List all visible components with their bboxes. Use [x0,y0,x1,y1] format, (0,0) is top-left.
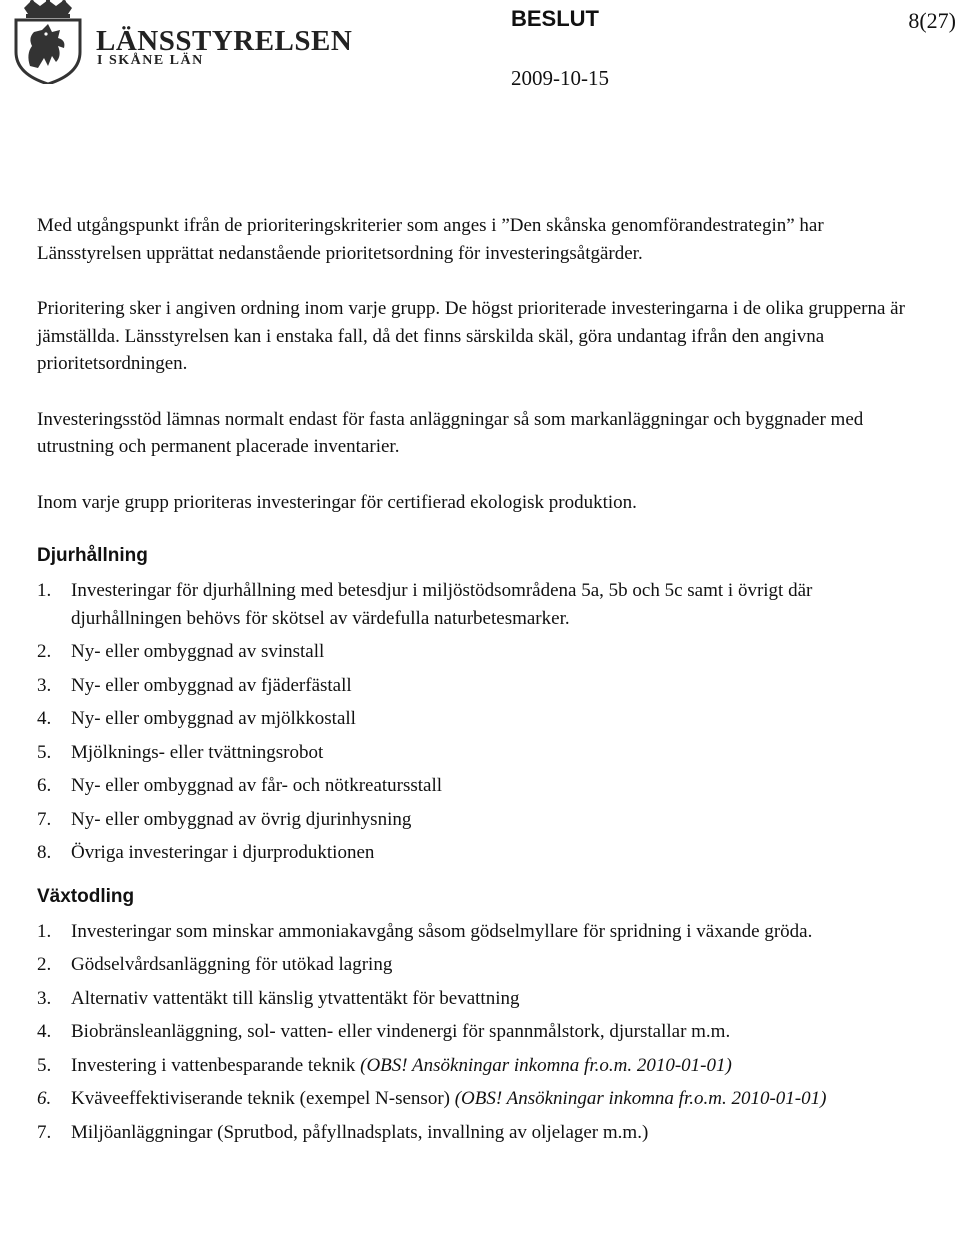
document-body [37,212,917,1152]
org-name: LÄNSSTYRELSEN [96,25,353,57]
list-item-number: 2. [37,641,52,662]
list-item-text: Kväveeffektiviserande teknik (exempel N-sensor) [71,1088,455,1109]
list-item-text: Investering i vattenbesparande teknik [71,1054,361,1076]
list-item-text: Biobränsleanläggning, sol- vatten- eller vindenergi för spannmålstork, djurstallar m.m. [71,1021,731,1042]
list-item [37,839,917,867]
list-item-number: 3. [37,987,52,1009]
list-item [37,951,917,979]
list-item-text: Miljöanläggningar (Sprutbod, påfyllnadsplats, invallning av oljelager m.m.) [71,1121,649,1143]
list-item-note: (OBS! Ansökningar inkomna fr.o.m. 2010-01-01) [360,1054,732,1076]
list-item-text: Mjölknings- eller tvättningsrobot [71,741,324,763]
list-item [37,918,917,946]
list-item [37,672,917,700]
list-item-text: Alternativ vattentäkt till känslig ytvattentäkt för bevattning [71,987,520,1009]
document-date: 2009-10-15 [511,66,609,90]
list-item-number: 6. [37,775,52,796]
list-item [37,705,917,733]
list-item-number: 1. [37,580,52,601]
list-item [37,1085,917,1113]
list-item-number: 4. [37,708,52,729]
list-item-number: 7. [37,1121,52,1143]
page-number: 8(27) [908,8,956,33]
priority-list-vaxtodling [37,918,917,1147]
list-item-text: Övriga investeringar i djurproduktionen [71,842,375,863]
intro-paragraph-3: Investeringsstöd lämnas normalt endast för fasta anläggningar så som markanläggningar och byggnader med utrustning och permanent placerade inventarier. [37,408,864,457]
list-item-number: 5. [37,1054,52,1076]
list-item-text: Investeringar som minskar ammoniakavgång såsom gödselmyllare för spridning i växande gröda. [71,920,813,942]
org-subtitle: I SKÅNE LÄN [97,53,204,68]
list-item-number: 2. [37,954,52,975]
list-item-number: 5. [37,741,52,763]
list-item-note: (OBS! Ansökningar inkomna fr.o.m. 2010-01-01) [454,1088,827,1109]
list-item-text: Gödselvårdsanläggning för utökad lagring [71,954,393,975]
list-item [37,985,917,1013]
list-item-text: Ny- eller ombyggnad av mjölkkostall [71,708,356,729]
list-item-number: 8. [37,842,52,863]
section-heading-vaxtodling: Växtodling [37,885,135,907]
document-type: BESLUT [511,6,599,31]
list-item-text: Ny- eller ombyggnad av övrig djurinhysning [71,808,412,830]
list-item-number: 1. [37,920,52,942]
list-item-text: Ny- eller ombyggnad av fjäderfästall [71,674,352,696]
list-item [37,577,917,632]
list-item-text: Ny- eller ombyggnad av svinstall [71,641,325,662]
list-item [37,1018,917,1046]
list-item-number: 4. [37,1021,52,1042]
list-item-text: Ny- eller ombyggnad av får- och nötkreatursstall [71,775,443,796]
list-item-text: Investeringar för djurhållning med betesdjur i miljöstödsområdena 5a, 5b och 5c samt i övrigt där djurhållningen behövs för skötsel av värdefulla naturbetesmarker. [71,580,813,629]
list-item [37,772,917,800]
intro-paragraph-1: Med utgångspunkt ifrån de prioriteringskriterier som anges i ”Den skånska genomförandestrategin” har Länsstyrelsen upprättat nedanstående prioritetsordning för investeringsåtgärder. [37,215,824,264]
list-item [37,1052,917,1080]
list-item-number: 7. [37,808,52,830]
list-item-number: 3. [37,674,52,696]
section-heading-djurhallning: Djurhållning [37,545,148,566]
priority-list-djurhallning [37,577,917,867]
list-item-number: 6. [37,1088,52,1109]
coat-of-arms-icon [2,0,94,84]
list-item [37,739,917,767]
list-item [37,1119,917,1147]
intro-paragraph-4: Inom varje grupp prioriteras investeringar för certifierad ekologisk produktion. [37,491,637,513]
list-item [37,638,917,666]
list-item [37,806,917,834]
intro-paragraph-2: Prioritering sker i angiven ordning inom varje grupp. De högst prioriterade investeringarna i de olika grupperna är jämställda. Länsstyrelsen kan i enstaka fall, då det finns särskilda skäl, göra undantag ifrån den angivna prioritetsordningen. [37,298,905,374]
